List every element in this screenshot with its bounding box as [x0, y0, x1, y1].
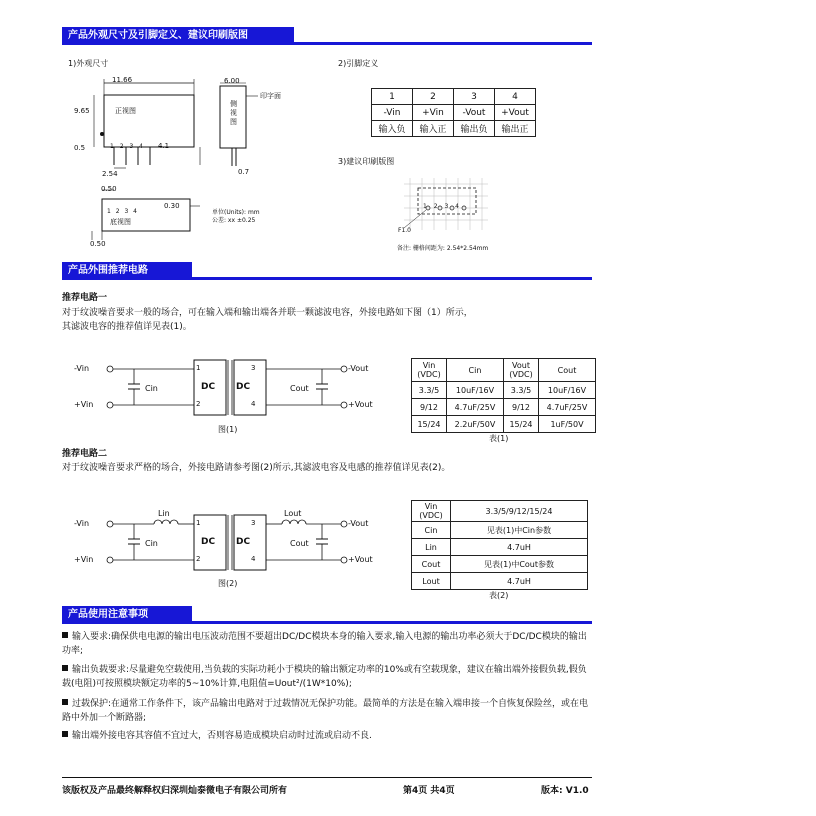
- dimension-drawings: [60, 70, 340, 260]
- units-note: 单位(Units): mm: [212, 209, 260, 216]
- circuit2-vin-neg: -Vin: [74, 519, 90, 528]
- circuit2-vout-pos: +Vout: [348, 555, 373, 564]
- table-row: [412, 522, 588, 539]
- table1-header-cell: Cout: [539, 359, 596, 382]
- section-title: 产品外围推荐电路: [62, 262, 192, 280]
- bullet-icon: [62, 699, 68, 705]
- table1-header-cell: Cin: [447, 359, 504, 382]
- circuit2-vin-pos: +Vin: [74, 555, 94, 564]
- pinout-numbers-row: [372, 89, 536, 105]
- table1-cell: 3.3/5: [504, 382, 539, 399]
- tolerance-note: 公差: xx ±0.25: [212, 217, 256, 224]
- pinout-table: [371, 88, 536, 137]
- circuit2-pin4: 4: [251, 555, 256, 563]
- pin-number: 2: [413, 89, 454, 105]
- note-item: [62, 630, 590, 658]
- table2-caption: 表(2): [489, 591, 509, 600]
- table1-header-cell: Vin (VDC): [412, 359, 447, 382]
- note-item: [62, 697, 590, 725]
- bottom-view-label: 底视图: [110, 218, 131, 226]
- table1-cell: 4.7uF/25V: [447, 399, 504, 416]
- table1-cell: 15/24: [504, 416, 539, 433]
- circuit1-dc-right: DC: [236, 382, 251, 392]
- circuit2-heading: 推荐电路二: [62, 449, 108, 459]
- note-item: [62, 663, 590, 691]
- pin-desc: 输出正: [495, 121, 536, 137]
- table2-value-cell: 3.3/5/9/12/15/24: [451, 501, 588, 522]
- pin-name: +Vin: [413, 105, 454, 121]
- layout-pin-numbers: 1 2 3 4: [423, 203, 459, 210]
- table1-cell: 10uF/16V: [539, 382, 596, 399]
- table2-label-cell: Lin: [412, 539, 451, 556]
- note-text: 输出端外接电容其容值不宜过大，否则容易造成模块启动时过流或启动不良.: [72, 731, 372, 741]
- table1-cell: 3.3/5: [412, 382, 447, 399]
- pinout-desc-row: [372, 121, 536, 137]
- circuit2-lin-label: Lin: [158, 509, 170, 518]
- dim-pitch: 2.54: [102, 170, 118, 178]
- table2-value-cell: 见表(1)中Cout参数: [451, 556, 588, 573]
- footer-rule: [62, 777, 592, 778]
- circuit1-text-line2: 其滤波电容的推荐值详见表(1)。: [62, 322, 192, 332]
- circuit1-vout-pos: +Vout: [348, 400, 373, 409]
- circuit1-pin3: 3: [251, 364, 256, 372]
- circuit2-dc-right: DC: [236, 537, 251, 547]
- pin-number: 3: [454, 89, 495, 105]
- circuit2-vout-neg: -Vout: [348, 519, 369, 528]
- section-header-notes: [62, 606, 592, 624]
- circuit2-pin3: 3: [251, 519, 256, 527]
- circuit2-cin-label: Cin: [145, 539, 158, 548]
- pinout-label: 2)引脚定义: [338, 59, 379, 68]
- circuit1-heading: 推荐电路一: [62, 293, 108, 303]
- figure1-caption: 图(1): [218, 425, 238, 434]
- circuit2-cout-label: Cout: [290, 539, 309, 548]
- hole-label: F1.0: [398, 227, 411, 234]
- circuit1-vout-neg: -Vout: [348, 364, 369, 373]
- filter-table: [411, 500, 588, 590]
- section-title: 产品使用注意事项: [62, 606, 192, 624]
- pin-number: 4: [495, 89, 536, 105]
- footer-copyright: 该版权及产品最终解释权归深圳灿泰微电子有限公司所有: [62, 786, 288, 796]
- pinout-names-row: [372, 105, 536, 121]
- side-view-label: 侧视图: [230, 100, 237, 126]
- section-rule: [62, 277, 592, 280]
- front-view-label: 正视图: [115, 107, 136, 115]
- circuit1-vin-pos: +Vin: [74, 400, 94, 409]
- circuit1-pin4: 4: [251, 400, 256, 408]
- table1-cell: 4.7uF/25V: [539, 399, 596, 416]
- section-rule: [62, 42, 592, 45]
- table1-cell: 10uF/16V: [447, 382, 504, 399]
- table1-cell: 9/12: [412, 399, 447, 416]
- pin-name: -Vout: [454, 105, 495, 121]
- dim-width: 11.66: [112, 76, 133, 84]
- table2-value-cell: 4.7uH: [451, 539, 588, 556]
- dim-bottom-050: 0.50: [101, 185, 117, 193]
- table1-header-cell: Vout (VDC): [504, 359, 539, 382]
- table2-label-cell: Cin: [412, 522, 451, 539]
- table2-value-cell: 4.7uH: [451, 573, 588, 590]
- dim-05: 0.5: [74, 144, 86, 152]
- dim-bottom-050b: 0.50: [90, 240, 106, 248]
- bullet-icon: [62, 632, 68, 638]
- circuit1-cin-label: Cin: [145, 384, 158, 393]
- table2-label-cell: Vin (VDC): [412, 501, 451, 522]
- bullet-icon: [62, 665, 68, 671]
- dim-height: 9.65: [74, 107, 90, 115]
- note-text: 过载保护:在通常工作条件下，该产品输出电路对于过载情况无保护功能。最简单的方法是在输入端串接一个自恢复保险丝，或在电路中外加一个断路器;: [62, 699, 589, 723]
- dim-side-width: 6.00: [224, 77, 240, 85]
- dim-41: 4.1: [158, 142, 170, 150]
- circuit2-text-line1: 对于纹波噪音要求严格的场合，外接电路请参考图(2)所示,其滤波电容及电感的推荐值详见表(2)。: [62, 463, 451, 473]
- layout-label: 3)建议印刷版图: [338, 157, 395, 166]
- section-title: 产品外观尺寸及引脚定义、建议印刷版图: [62, 27, 294, 45]
- table-row: [412, 382, 596, 399]
- table1-cell: 2.2uF/50V: [447, 416, 504, 433]
- pin-desc: 输入正: [413, 121, 454, 137]
- pin-name: -Vin: [372, 105, 413, 121]
- bullet-icon: [62, 731, 68, 737]
- footer-version: 版本: V1.0: [541, 786, 589, 796]
- circuit1-pin1: 1: [196, 364, 201, 372]
- pin-desc: 输出负: [454, 121, 495, 137]
- capacitor-table: [411, 358, 596, 433]
- table1-cell: 1uF/50V: [539, 416, 596, 433]
- note-item: [62, 729, 590, 743]
- print-face-label: 印字面: [260, 92, 281, 100]
- table1-cell: 15/24: [412, 416, 447, 433]
- section-header-dimensions: [62, 27, 592, 45]
- pin-name: +Vout: [495, 105, 536, 121]
- circuit2-pin1: 1: [196, 519, 201, 527]
- circuit2-lout-label: Lout: [284, 509, 302, 518]
- pin-number: 1: [372, 89, 413, 105]
- dim-side-thickness: 0.7: [238, 168, 250, 176]
- pin-desc: 输入负: [372, 121, 413, 137]
- table-row: [412, 556, 588, 573]
- circuit2-dc-left: DC: [201, 537, 216, 547]
- circuit1-pin2: 2: [196, 400, 201, 408]
- table2-label-cell: Cout: [412, 556, 451, 573]
- figure2-caption: 图(2): [218, 579, 238, 588]
- circuit1-dc-left: DC: [201, 382, 216, 392]
- table2-value-cell: 见表(1)中Cin参数: [451, 522, 588, 539]
- circuit2-pin2: 2: [196, 555, 201, 563]
- table-row: [412, 416, 596, 433]
- table-row: [412, 501, 588, 522]
- front-pin-numbers: 1 2 3 4: [110, 143, 143, 150]
- bottom-pin-numbers: 1 2 3 4: [107, 208, 137, 215]
- table2-label-cell: Lout: [412, 573, 451, 590]
- circuit1-text-line1: 对于纹波噪音要求一般的场合，可在输入端和输出端各并联一颗滤波电容，外接电路如下图（1）所示，: [62, 308, 473, 318]
- circuit1-vin-neg: -Vin: [74, 364, 90, 373]
- table1-caption: 表(1): [489, 434, 509, 443]
- table-row: [412, 573, 588, 590]
- note-text: 输出负载要求:尽量避免空载使用,当负载的实际功耗小于模块的输出额定功率的10%或有空载现象，建议在输出端外接假负载,假负载(电阻)可按照模块额定功率的5~10%计算,电阻值=Uout²/(1W*10%);: [62, 665, 587, 689]
- grid-note: 备注: 栅格间距为: 2.54*2.54mm: [397, 245, 489, 252]
- table1-header: [412, 359, 596, 382]
- note-text: 输入要求:确保供电电源的输出电压波动范围不要超出DC/DC模块本身的输入要求,输入电源的输出功率必须大于DC/DC模块的输出功率;: [62, 632, 587, 656]
- dims-label: 1)外观尺寸: [68, 59, 109, 68]
- section-rule: [62, 621, 592, 624]
- table1-cell: 9/12: [504, 399, 539, 416]
- section-header-circuit: [62, 262, 592, 280]
- circuit1-cout-label: Cout: [290, 384, 309, 393]
- footer-page: 第4页 共4页: [403, 786, 455, 796]
- table-row: [412, 539, 588, 556]
- table-row: [412, 399, 596, 416]
- dim-bottom-030: 0.30: [164, 202, 180, 210]
